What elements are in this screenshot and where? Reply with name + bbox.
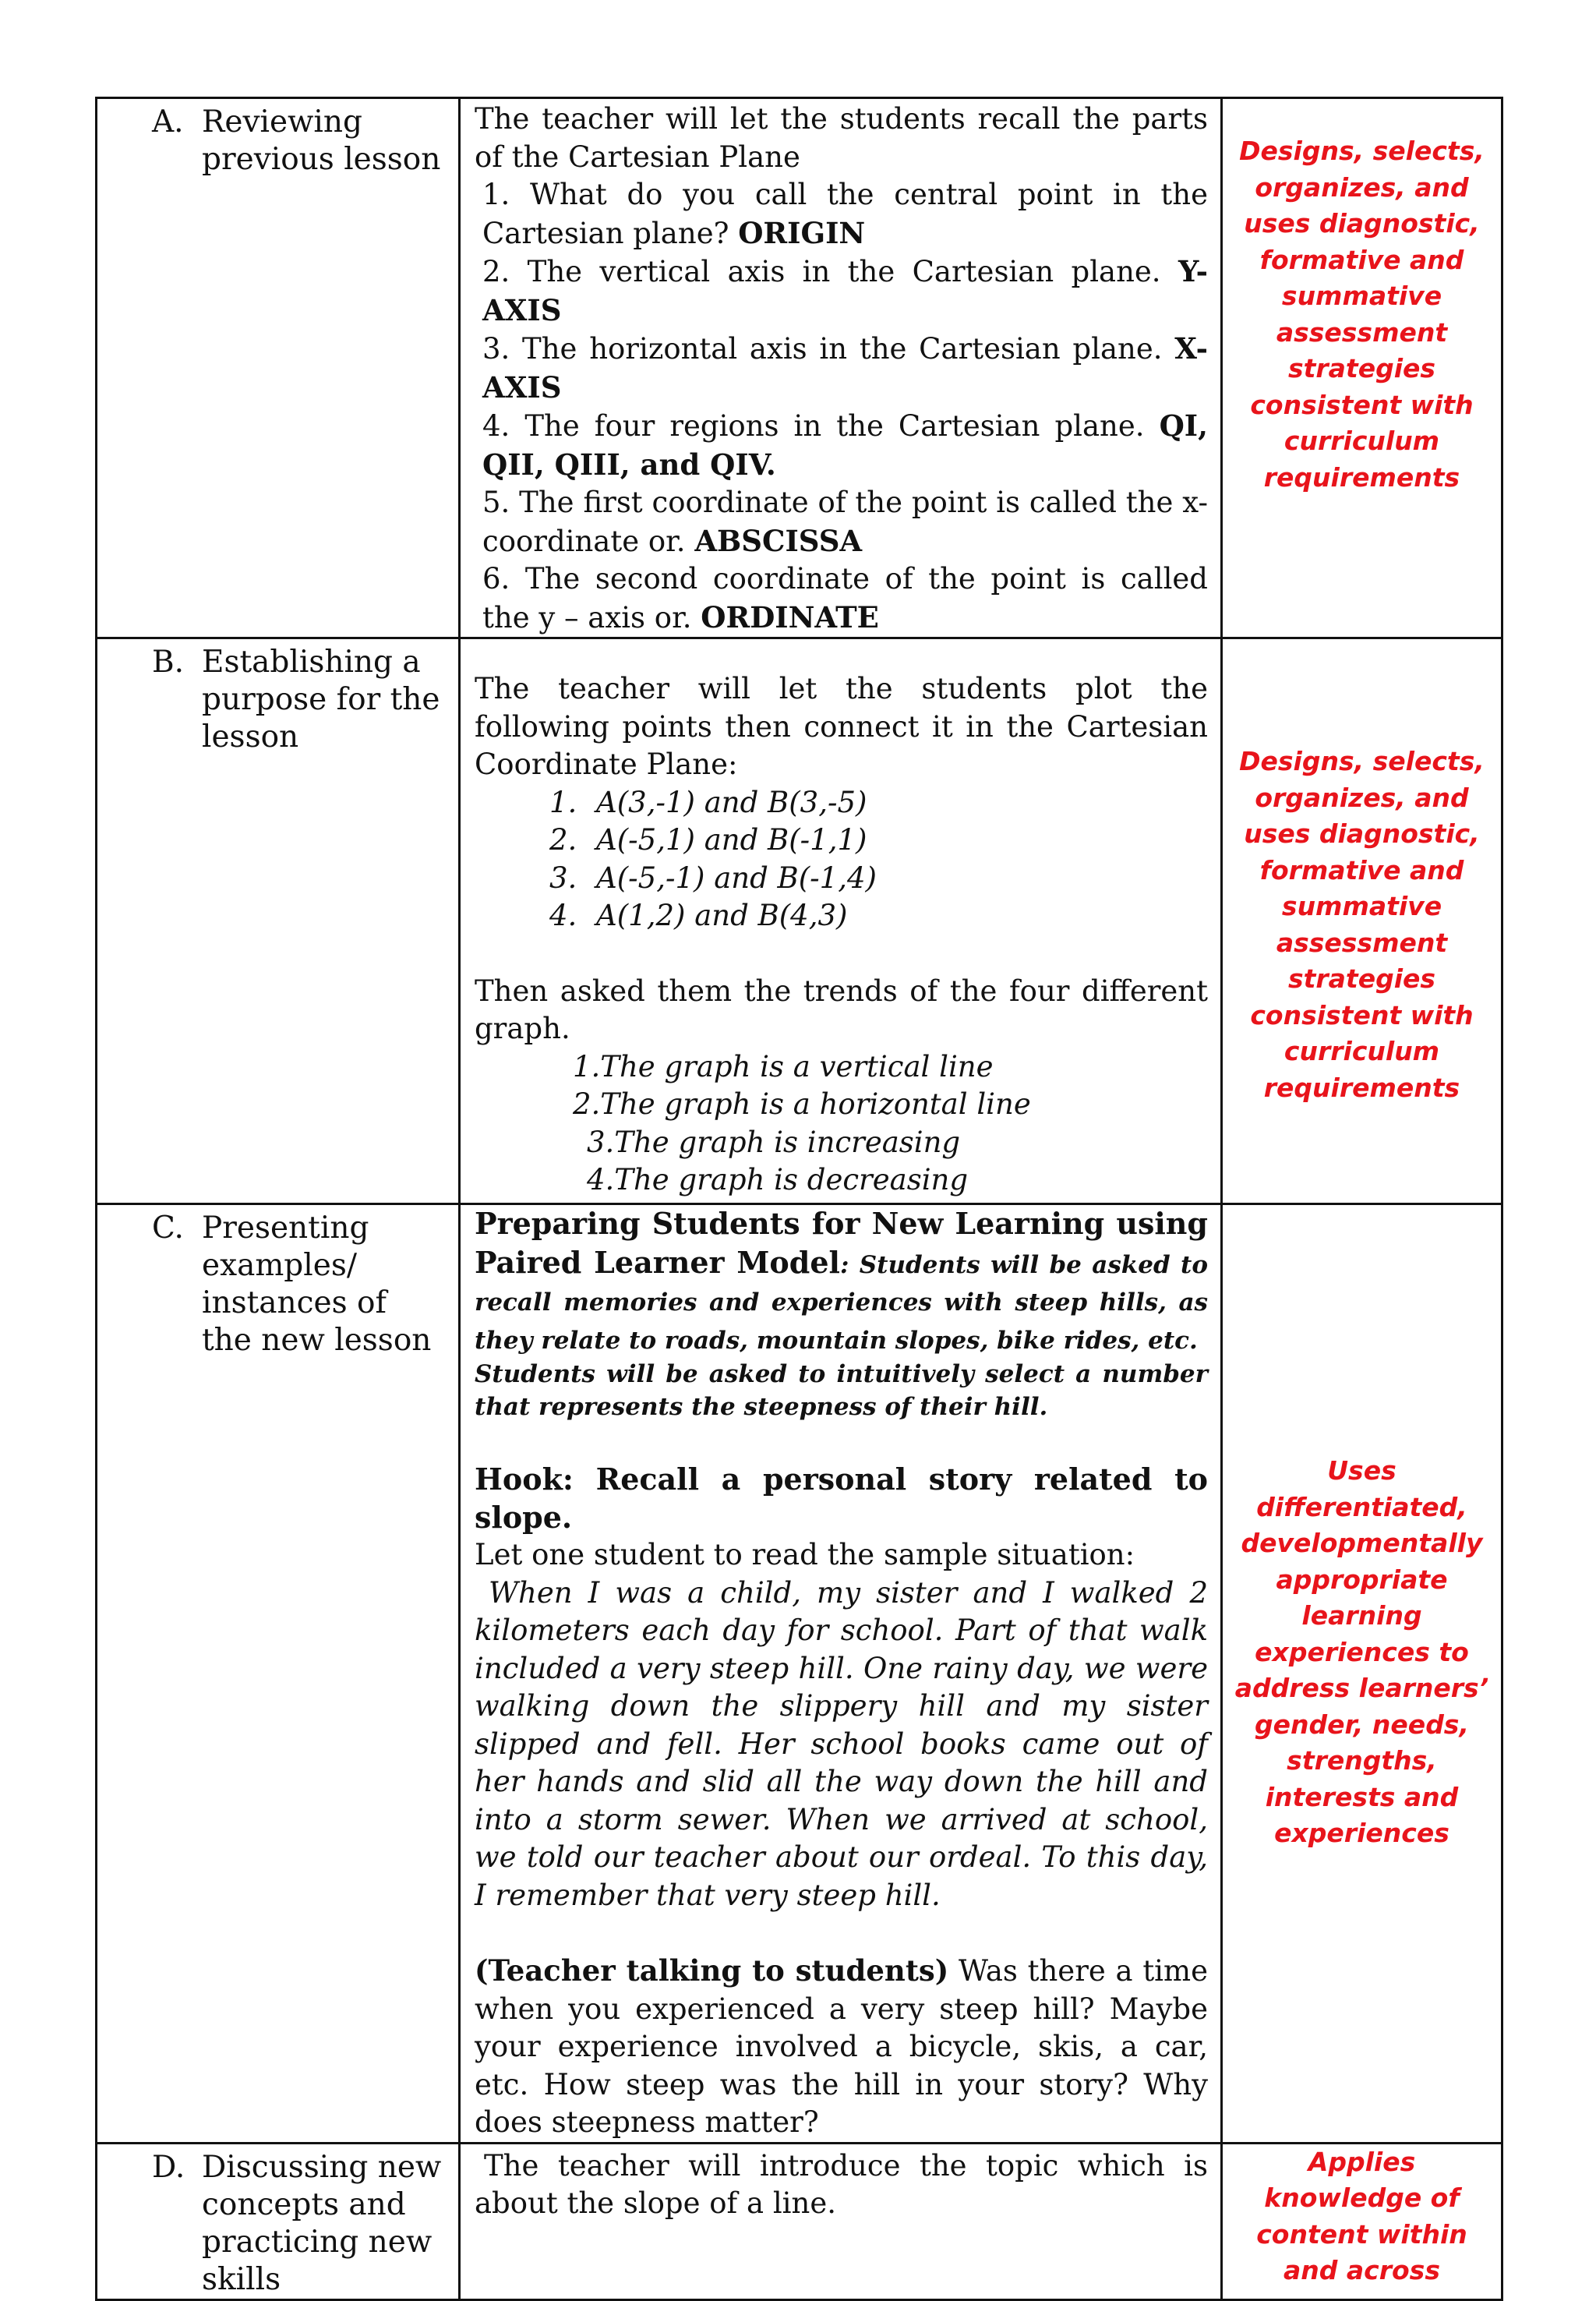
- procedure-cell: [97, 638, 460, 1204]
- row-discussing: [97, 2143, 1502, 2299]
- activity-cell: [460, 98, 1222, 638]
- teacher-lead: (Teacher talking to students): [475, 1953, 949, 1988]
- activity-cell: [460, 2143, 1222, 2299]
- row-establishing: [97, 638, 1502, 1204]
- row-letter: C.: [152, 1211, 184, 1246]
- prep-title: Preparing Students for New Learning using Paired Learner Model: [475, 1206, 1208, 1280]
- row-reviewing: [97, 98, 1502, 638]
- competency-note: Applies knowledge of content within and across: [1256, 2146, 1467, 2285]
- procedure-label: Establishing a purpose for the lesson: [202, 645, 440, 755]
- competency-note: Uses differentiated, developmentally appropriate learning experiences to address learners’ gender, needs, strengths, interests and experiences: [1234, 1455, 1489, 1848]
- hook-title: Hook: Recall a personal story related to slope.: [475, 1462, 1208, 1535]
- question-3: 3. The horizontal axis in the Cartesian plane. X-AXIS: [482, 331, 1208, 405]
- row-letter: B.: [152, 645, 185, 680]
- question-2: 2. The vertical axis in the Cartesian plane. Y-AXIS: [482, 254, 1208, 327]
- activity-cell: [460, 1204, 1222, 2144]
- trend-1: 1.The graph is a vertical line: [573, 1049, 994, 1083]
- trend-2: 2.The graph is a horizontal line: [573, 1087, 1031, 1121]
- competency-note: Designs, selects, organizes, and uses diagnostic, formative and summative assessment strategies consistent with curriculum requirements: [1239, 136, 1485, 493]
- prep-text: : Students will be asked to recall memories and experiences with steep hills, as they relate to roads, mountain slopes, bike rides, etc.: [475, 1250, 1209, 1355]
- procedure-cell: [97, 2143, 460, 2299]
- note-cell: [1222, 638, 1502, 1204]
- prep-text-2: Students will be asked to intuitively select a number that represents the steepness of their hill.: [475, 1360, 1208, 1421]
- note-cell: [1222, 2143, 1502, 2299]
- trend-3: 3.The graph is increasing: [587, 1125, 961, 1159]
- activity-cell: [460, 638, 1222, 1204]
- then-text: Then asked them the trends of the four different graph.: [475, 974, 1208, 1045]
- procedure-label: Presenting examples/ instances of the new lesson: [202, 1211, 432, 1358]
- note-cell: [1222, 1204, 1502, 2144]
- let-text: Let one student to read the sample situation:: [475, 1538, 1135, 1571]
- intro-text: The teacher will let the students plot the following points then connect it in the Cartesian Coordinate Plane:: [475, 672, 1208, 781]
- point-3: 3. A(-5,-1) and B(-1,4): [549, 861, 877, 895]
- intro-text: The teacher will introduce the topic which is about the slope of a line.: [475, 2148, 1208, 2220]
- point-1: 1. A(3,-1) and B(3,-5): [549, 785, 867, 819]
- story-text: When I was a child, my sister and I walked 2 kilometers each day for school. Part of that walk included a very steep hill. One rainy day, we were walking down the slippery hill and my sister slipped and fell. Her school books came out of her hands and slid all the way down the hill and into a storm sewer. When we arrived at school, we told our teacher about our ordeal. To this day, I remember that very steep hill.: [475, 1575, 1208, 1912]
- point-2: 2. A(-5,1) and B(-1,1): [549, 823, 867, 857]
- note-cell: [1222, 98, 1502, 638]
- question-1: 1. What do you call the central point in the Cartesian plane? ORIGIN: [482, 178, 1208, 250]
- point-4: 4. A(1,2) and B(4,3): [549, 899, 848, 932]
- row-presenting: [97, 1204, 1502, 2144]
- lesson-plan-table: [95, 97, 1503, 2301]
- trend-4: 4.The graph is decreasing: [587, 1163, 969, 1196]
- question-5: 5. The first coordinate of the point is called the x-coordinate or. ABSCISSA: [482, 486, 1208, 558]
- intro-text: The teacher will let the students recall the parts of the Cartesian Plane: [475, 102, 1208, 174]
- competency-note: Designs, selects, organizes, and uses diagnostic, formative and summative assessment strategies consistent with curriculum requirements: [1239, 746, 1485, 1103]
- procedure-cell: [97, 98, 460, 638]
- prep-paragraph: [475, 1205, 1208, 1358]
- procedure-label: Discussing new concepts and practicing new skills: [202, 2149, 442, 2297]
- teacher-text: Was there a time when you experienced a very steep hill? Maybe your experience involved a bicycle, skis, a car, etc. How steep was the hill in your story? Why does steepness matter?: [475, 1954, 1209, 2139]
- row-letter: D.: [152, 2149, 185, 2185]
- question-6: 6. The second coordinate of the point is called the y – axis or. ORDINATE: [482, 562, 1208, 634]
- teacher-paragraph: [475, 1952, 1208, 2142]
- row-letter: A.: [152, 104, 184, 140]
- procedure-cell: [97, 1204, 460, 2144]
- procedure-label: Reviewing previous lesson: [202, 104, 441, 177]
- question-4: 4. The four regions in the Cartesian plane. QI, QII, QIII, and QIV.: [482, 408, 1208, 482]
